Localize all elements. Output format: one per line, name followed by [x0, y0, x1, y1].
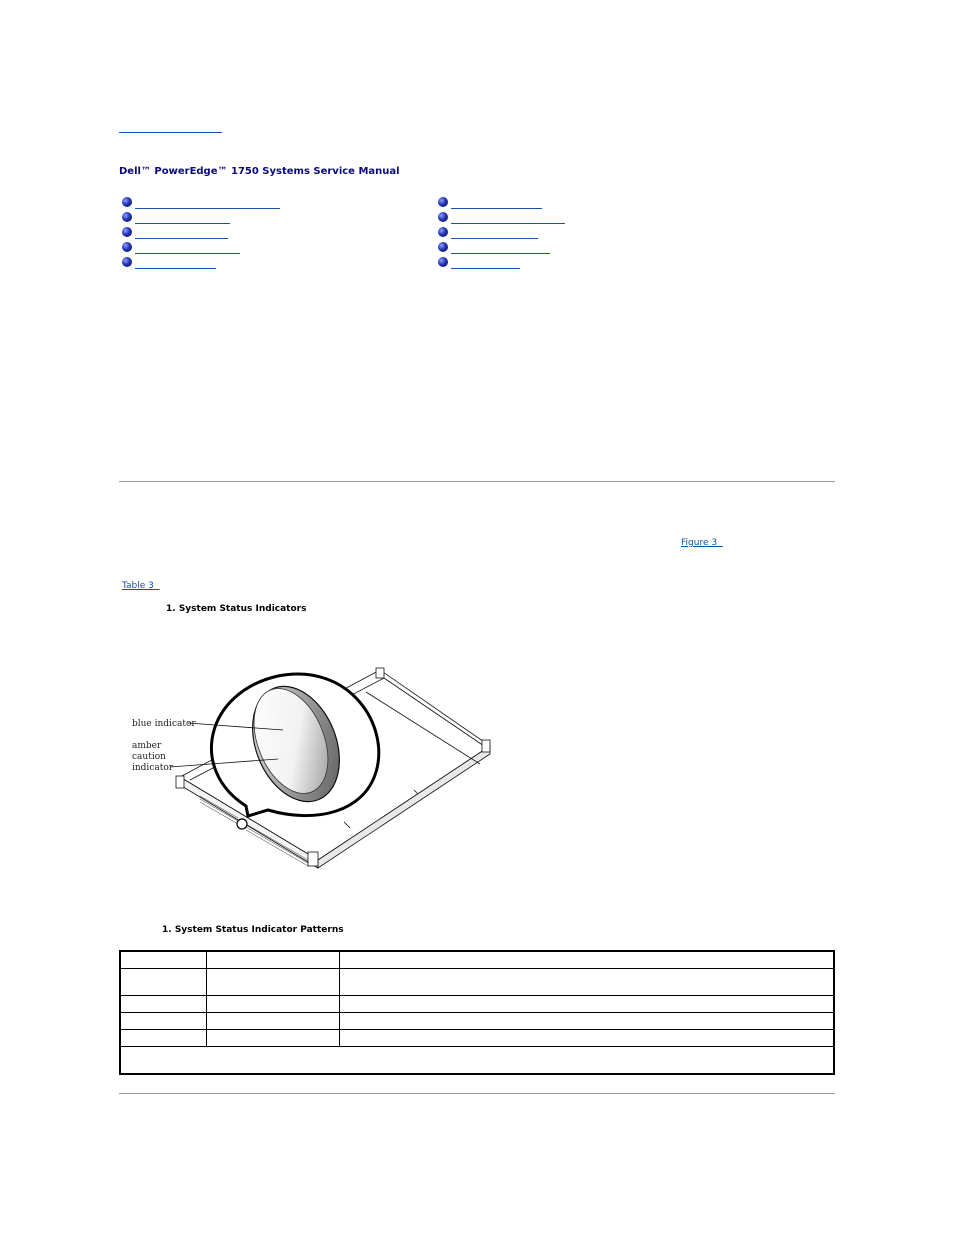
- table-row: [120, 995, 834, 1012]
- table-3-link[interactable]: Table 3: [122, 581, 154, 591]
- table-row: [120, 1029, 834, 1046]
- table-note-row: [120, 1046, 834, 1074]
- indicator-patterns-table: [119, 950, 835, 1075]
- table-cell: [206, 995, 339, 1012]
- table-cell: [120, 995, 206, 1012]
- table-cell: [206, 1029, 339, 1046]
- toc-link[interactable]: [451, 198, 542, 209]
- table-cell: [339, 1012, 834, 1029]
- toc-link[interactable]: [451, 228, 538, 239]
- section-divider: [119, 481, 835, 482]
- bullet-icon: [122, 242, 132, 252]
- toc-link[interactable]: [135, 198, 280, 209]
- toc-link[interactable]: [451, 258, 520, 269]
- table-cell: [120, 968, 206, 995]
- toc-link[interactable]: [451, 213, 565, 224]
- toc-link[interactable]: [451, 243, 550, 254]
- toc-link[interactable]: [135, 258, 216, 269]
- amber-label-line1: amber: [132, 741, 162, 751]
- bullet-icon: [122, 257, 132, 267]
- figure-3-link[interactable]: Figure 3: [681, 538, 718, 548]
- toc-link[interactable]: [135, 228, 228, 239]
- amber-label-line3: indicator: [132, 763, 174, 773]
- bullet-icon: [438, 227, 448, 237]
- table-cell: [339, 968, 834, 995]
- table-row: [120, 968, 834, 995]
- figure-caption: 1. System Status Indicators: [166, 604, 307, 614]
- table-cell: [339, 951, 834, 968]
- bullet-icon: [122, 212, 132, 222]
- bullet-icon: [122, 197, 132, 207]
- bullet-icon: [438, 212, 448, 222]
- table-cell: [206, 1012, 339, 1029]
- table-caption: 1. System Status Indicator Patterns: [162, 925, 344, 935]
- bullet-icon: [438, 197, 448, 207]
- blue-indicator-label: blue indicator: [132, 719, 196, 729]
- toc-link[interactable]: [135, 213, 230, 224]
- amber-label-line2: caution: [132, 752, 166, 762]
- table-cell: [120, 1029, 206, 1046]
- bullet-icon: [438, 257, 448, 267]
- back-to-contents-link[interactable]: [119, 120, 222, 133]
- bullet-icon: [122, 227, 132, 237]
- footer-divider: [119, 1093, 835, 1094]
- table-cell: [206, 968, 339, 995]
- table-cell: [339, 995, 834, 1012]
- table-note-cell: [120, 1046, 834, 1074]
- toc-link[interactable]: [135, 243, 240, 254]
- page-title: Dell™ PowerEdge™ 1750 Systems Service Manual: [119, 166, 400, 177]
- table-cell: [206, 951, 339, 968]
- table-row: [120, 1012, 834, 1029]
- bullet-icon: [438, 242, 448, 252]
- table-cell: [120, 1012, 206, 1029]
- table-cell: [120, 951, 206, 968]
- table-cell: [339, 1029, 834, 1046]
- table-header-row: [120, 951, 834, 968]
- system-status-indicators-figure: [128, 664, 500, 870]
